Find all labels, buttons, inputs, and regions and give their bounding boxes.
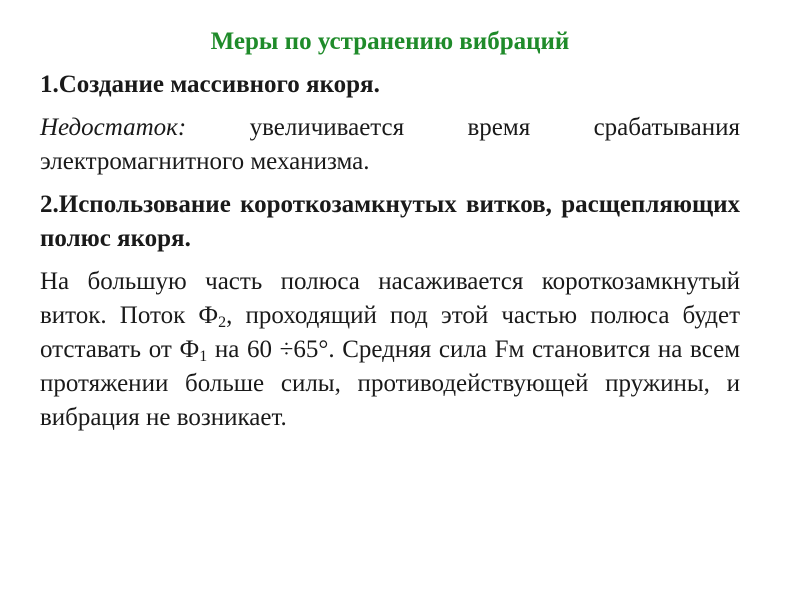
drawback-label: Недостаток: <box>40 114 187 141</box>
para-text-2: , проходящий под этой частью полюса будет отставать от Ф <box>40 302 740 363</box>
item1-heading: 1.Создание массивного якоря. <box>40 71 380 98</box>
item2-heading: 2.Использование короткозамкнутых витков, расщепляющих полюс якоря. <box>40 191 740 252</box>
spacer <box>40 102 740 111</box>
item1-drawback <box>40 111 740 179</box>
para-text-1: На большую часть полюса насаживается короткозамкнутый виток. Поток Ф <box>40 268 740 329</box>
subscript-1: 1 <box>199 348 208 365</box>
drawback-text: увеличивается время срабатывания электромагнитного механизма. <box>40 114 740 175</box>
subscript-2: 2 <box>218 314 227 331</box>
slide-title: Меры по устранению вибраций <box>210 28 570 55</box>
item2-paragraph <box>40 265 740 435</box>
slide-content <box>40 26 740 435</box>
para-text-3: на 60 ÷65°. Средняя сила Fм становится на всем протяжении больше силы, противодействующей пружины, и вибрация не возникает. <box>40 336 741 431</box>
spacer <box>40 256 740 265</box>
spacer <box>40 179 740 188</box>
